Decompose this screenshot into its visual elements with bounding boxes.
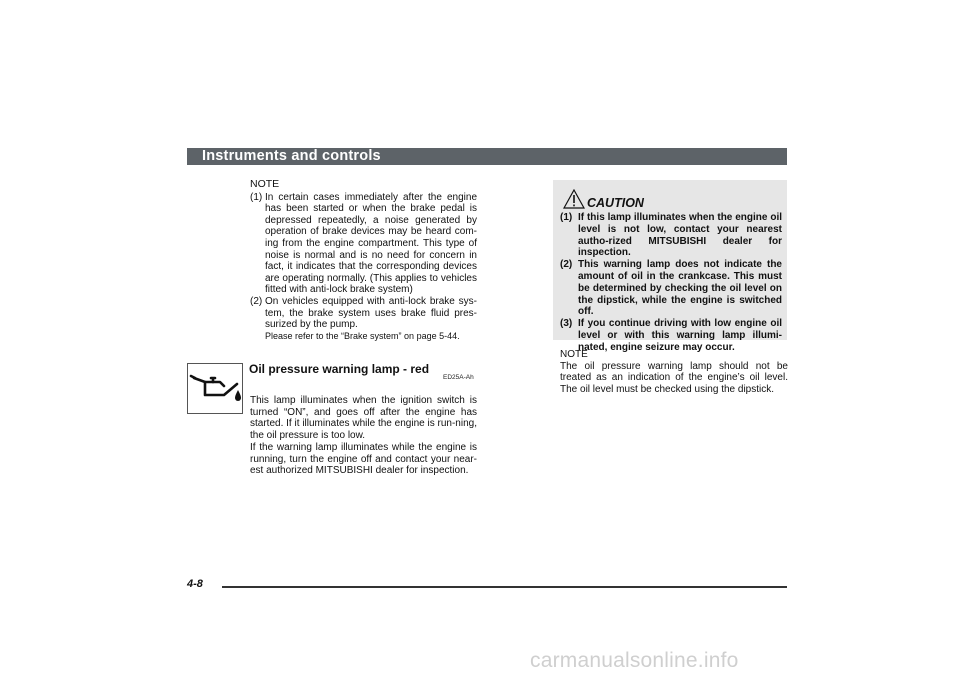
page-number: 4-8 — [187, 578, 203, 590]
right-note-text: The oil pressure warning lamp should not be treated as an indication of the engine’s oil level. The oil level must be checked using the dipstick. — [560, 360, 788, 395]
caution-item-1 — [560, 212, 782, 259]
note-item-number: (2) — [250, 295, 263, 307]
caution-list — [560, 212, 782, 354]
oil-section-code: ED25A-Ah — [443, 374, 474, 381]
note-item-2 — [250, 296, 477, 342]
oil-can-icon — [188, 364, 242, 413]
note-item-1 — [250, 192, 477, 296]
caution-item-number: (2) — [560, 259, 573, 271]
note-item-number: (1) — [250, 191, 263, 203]
caution-item-2 — [560, 259, 782, 318]
watermark: carmanualsonline.info — [530, 649, 739, 672]
note-item-text: In certain cases immediately after the engine has been started or when the brake pedal is depressed repeatedly, a noise generated by operation of brake devices may be heard com-ing from the engine compartment. This type of noise is normal and is no need for concern in fact, it indicates that the corresponding devices are operating normally. (This applies to vehicles fitted with anti-lock brake system) — [265, 191, 477, 296]
oil-section-body — [250, 395, 477, 477]
caution-title: CAUTION — [587, 196, 644, 210]
caution-item-text: If this lamp illuminates when the engine oil level is not low, contact your nearest autho-rized MITSUBISHI dealer for inspection. — [578, 212, 782, 259]
left-note — [250, 179, 477, 342]
note-label: NOTE — [560, 349, 588, 360]
footer-rule — [222, 586, 787, 588]
oil-section-title: Oil pressure warning lamp - red — [249, 362, 430, 376]
caution-item-number: (1) — [560, 212, 573, 223]
oil-paragraph-1: This lamp illuminates when the ignition switch is turned “ON”, and goes off after the engine has started. If it illuminates while the engine is run-ning, the oil pressure is too low. — [250, 395, 477, 442]
caution-item-text: If you continue driving with low engine oil level or with this warning lamp illumi-nated, engine seizure may occur. — [578, 318, 782, 353]
caution-item-text: This warning lamp does not indicate the amount of oil in the crankcase. This must be determined by checking the oil level on the dipstick, while the engine is switched off. — [578, 259, 782, 318]
oil-paragraph-2: If the warning lamp illuminates while the engine is running, turn the engine off and contact your near-est authorized MITSUBISHI dealer for inspection. — [250, 441, 477, 477]
warning-triangle-icon — [563, 189, 585, 209]
right-note — [560, 349, 788, 395]
note-item-text: On vehicles equipped with anti-lock brake sys-tem, the brake system uses brake fluid pres-surized by the pump. — [265, 295, 477, 331]
section-header-title: Instruments and controls — [202, 148, 381, 164]
page-reference: Please refer to the “Brake system” on page 5-44. — [265, 330, 460, 341]
caution-item-number: (3) — [560, 318, 573, 330]
caution-box — [553, 180, 787, 353]
oil-pressure-lamp-box — [187, 363, 243, 414]
note-label: NOTE — [250, 178, 280, 190]
